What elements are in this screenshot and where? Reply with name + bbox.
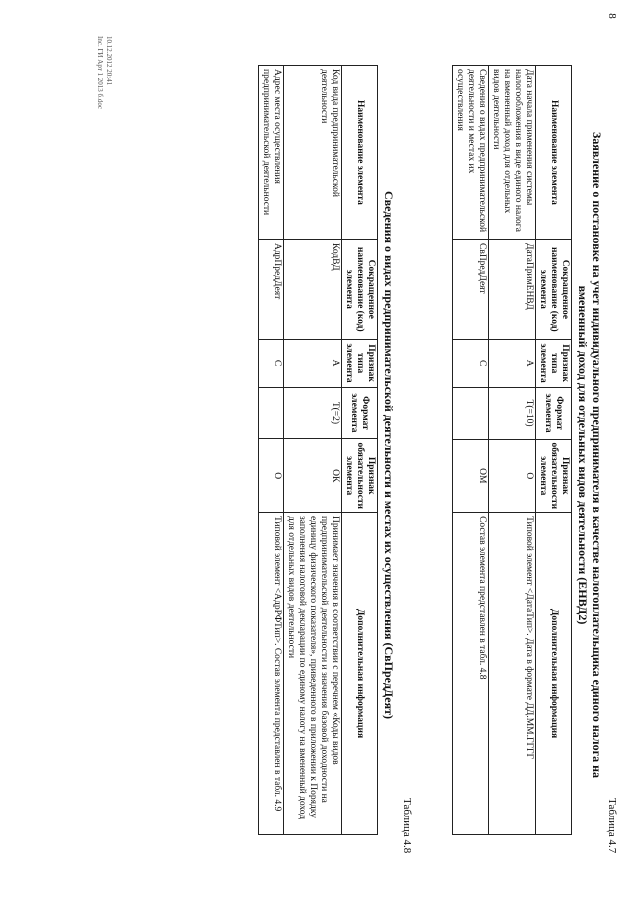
table-4-8 xyxy=(258,65,378,835)
page-number: 8 xyxy=(605,13,618,19)
table-row xyxy=(453,66,489,835)
cell-additional-info: Принимает значения в соответствии с перечнем «Коды видов предпринимательской деятельности и значения базовой доходности на единицу физического показателя», приведенного в приложении к Порядку заполнения налоговой декларации по единому налогу на вмененный доход для отдельных видов деятельности xyxy=(284,512,342,834)
cell-short-name: СвПредДеят xyxy=(453,240,489,340)
footer-line1: 10.12.2012 20:41 xyxy=(105,36,113,86)
cell-element-name: Код вида предпринимательской деятельности xyxy=(284,66,342,240)
table-4-8-label: Таблица 4.8 xyxy=(401,798,413,854)
cell-type: С xyxy=(259,339,284,387)
cell-element-name: Дата начала применения системы налогообложения в виде единого налога на вмененный доход для отдельных видов деятельности xyxy=(489,66,536,240)
table-4-7-title-line2: вмененный доход для отдельных видов деятельности (ЕНВД2) xyxy=(576,285,590,625)
cell-mandatory: ОМ xyxy=(453,439,489,513)
cell-short-name: КодВД xyxy=(284,239,342,339)
cell-mandatory: О xyxy=(489,439,536,513)
table-4-7-title-line1: Заявление о постановке на учет индивидуального предпринимателя в качестве налогоплательщика единого налога на xyxy=(590,132,604,778)
rotated-page-content xyxy=(88,30,618,880)
cell-mandatory: ОК xyxy=(284,439,342,513)
cell-additional-info: Типовой элемент <ДатаТип>. Дата в формате ДД.ММ.ГГГГ xyxy=(489,513,536,835)
cell-type: А xyxy=(284,339,342,387)
header-format: Формат элемента xyxy=(342,387,378,439)
header-element-name: Наименование элемента xyxy=(536,66,572,240)
table-header-row xyxy=(342,66,378,835)
cell-short-name: АдрПредДеят xyxy=(259,239,284,339)
header-mandatory: Признак обязательности элемента xyxy=(342,439,378,513)
header-type: Признак типа элемента xyxy=(536,339,572,387)
cell-format: T(=10) xyxy=(489,387,536,439)
header-type: Признак типа элемента xyxy=(342,339,378,387)
table-row xyxy=(489,66,536,835)
cell-element-name: Адрес места осуществления предпринимательской деятельности xyxy=(259,66,284,240)
header-mandatory: Признак обязательности элемента xyxy=(536,439,572,513)
table-row xyxy=(284,66,342,835)
header-element-name: Наименование элемента xyxy=(342,66,378,240)
table-4-7-label: Таблица 4.7 xyxy=(606,798,618,854)
table-4-8-title: Сведения о видах предпринимательской деятельности и местах их осуществления (СвПредДеят) xyxy=(382,191,396,719)
header-additional-info: Дополнительная информация xyxy=(342,512,378,834)
header-short-name: Сокращенное наименование (код) элемента xyxy=(536,240,572,340)
table-4-7 xyxy=(452,65,572,835)
table-row xyxy=(259,66,284,835)
cell-element-name: Сведения о видах предпринимательской деятельности и местах их осуществления xyxy=(453,66,489,240)
cell-mandatory: О xyxy=(259,439,284,513)
footer-line2: Inc. ГИ Арт 1 2013 б.doc xyxy=(96,36,104,109)
cell-type: С xyxy=(453,339,489,387)
header-format: Формат элемента xyxy=(536,387,572,439)
cell-format: T(=2) xyxy=(284,387,342,439)
header-short-name: Сокращенное наименование (код) элемента xyxy=(342,239,378,339)
cell-additional-info: Типовой элемент <АдрРФТип>. Состав элемента представлен в табл. 4.9 xyxy=(259,512,284,834)
cell-short-name: ДатаПримЕНВД xyxy=(489,240,536,340)
cell-additional-info: Состав элемента представлен в табл. 4.8 xyxy=(453,513,489,835)
cell-type: А xyxy=(489,339,536,387)
header-additional-info: Дополнительная информация xyxy=(536,513,572,835)
cell-format xyxy=(259,387,284,439)
cell-format xyxy=(453,387,489,439)
table-header-row xyxy=(536,66,572,835)
